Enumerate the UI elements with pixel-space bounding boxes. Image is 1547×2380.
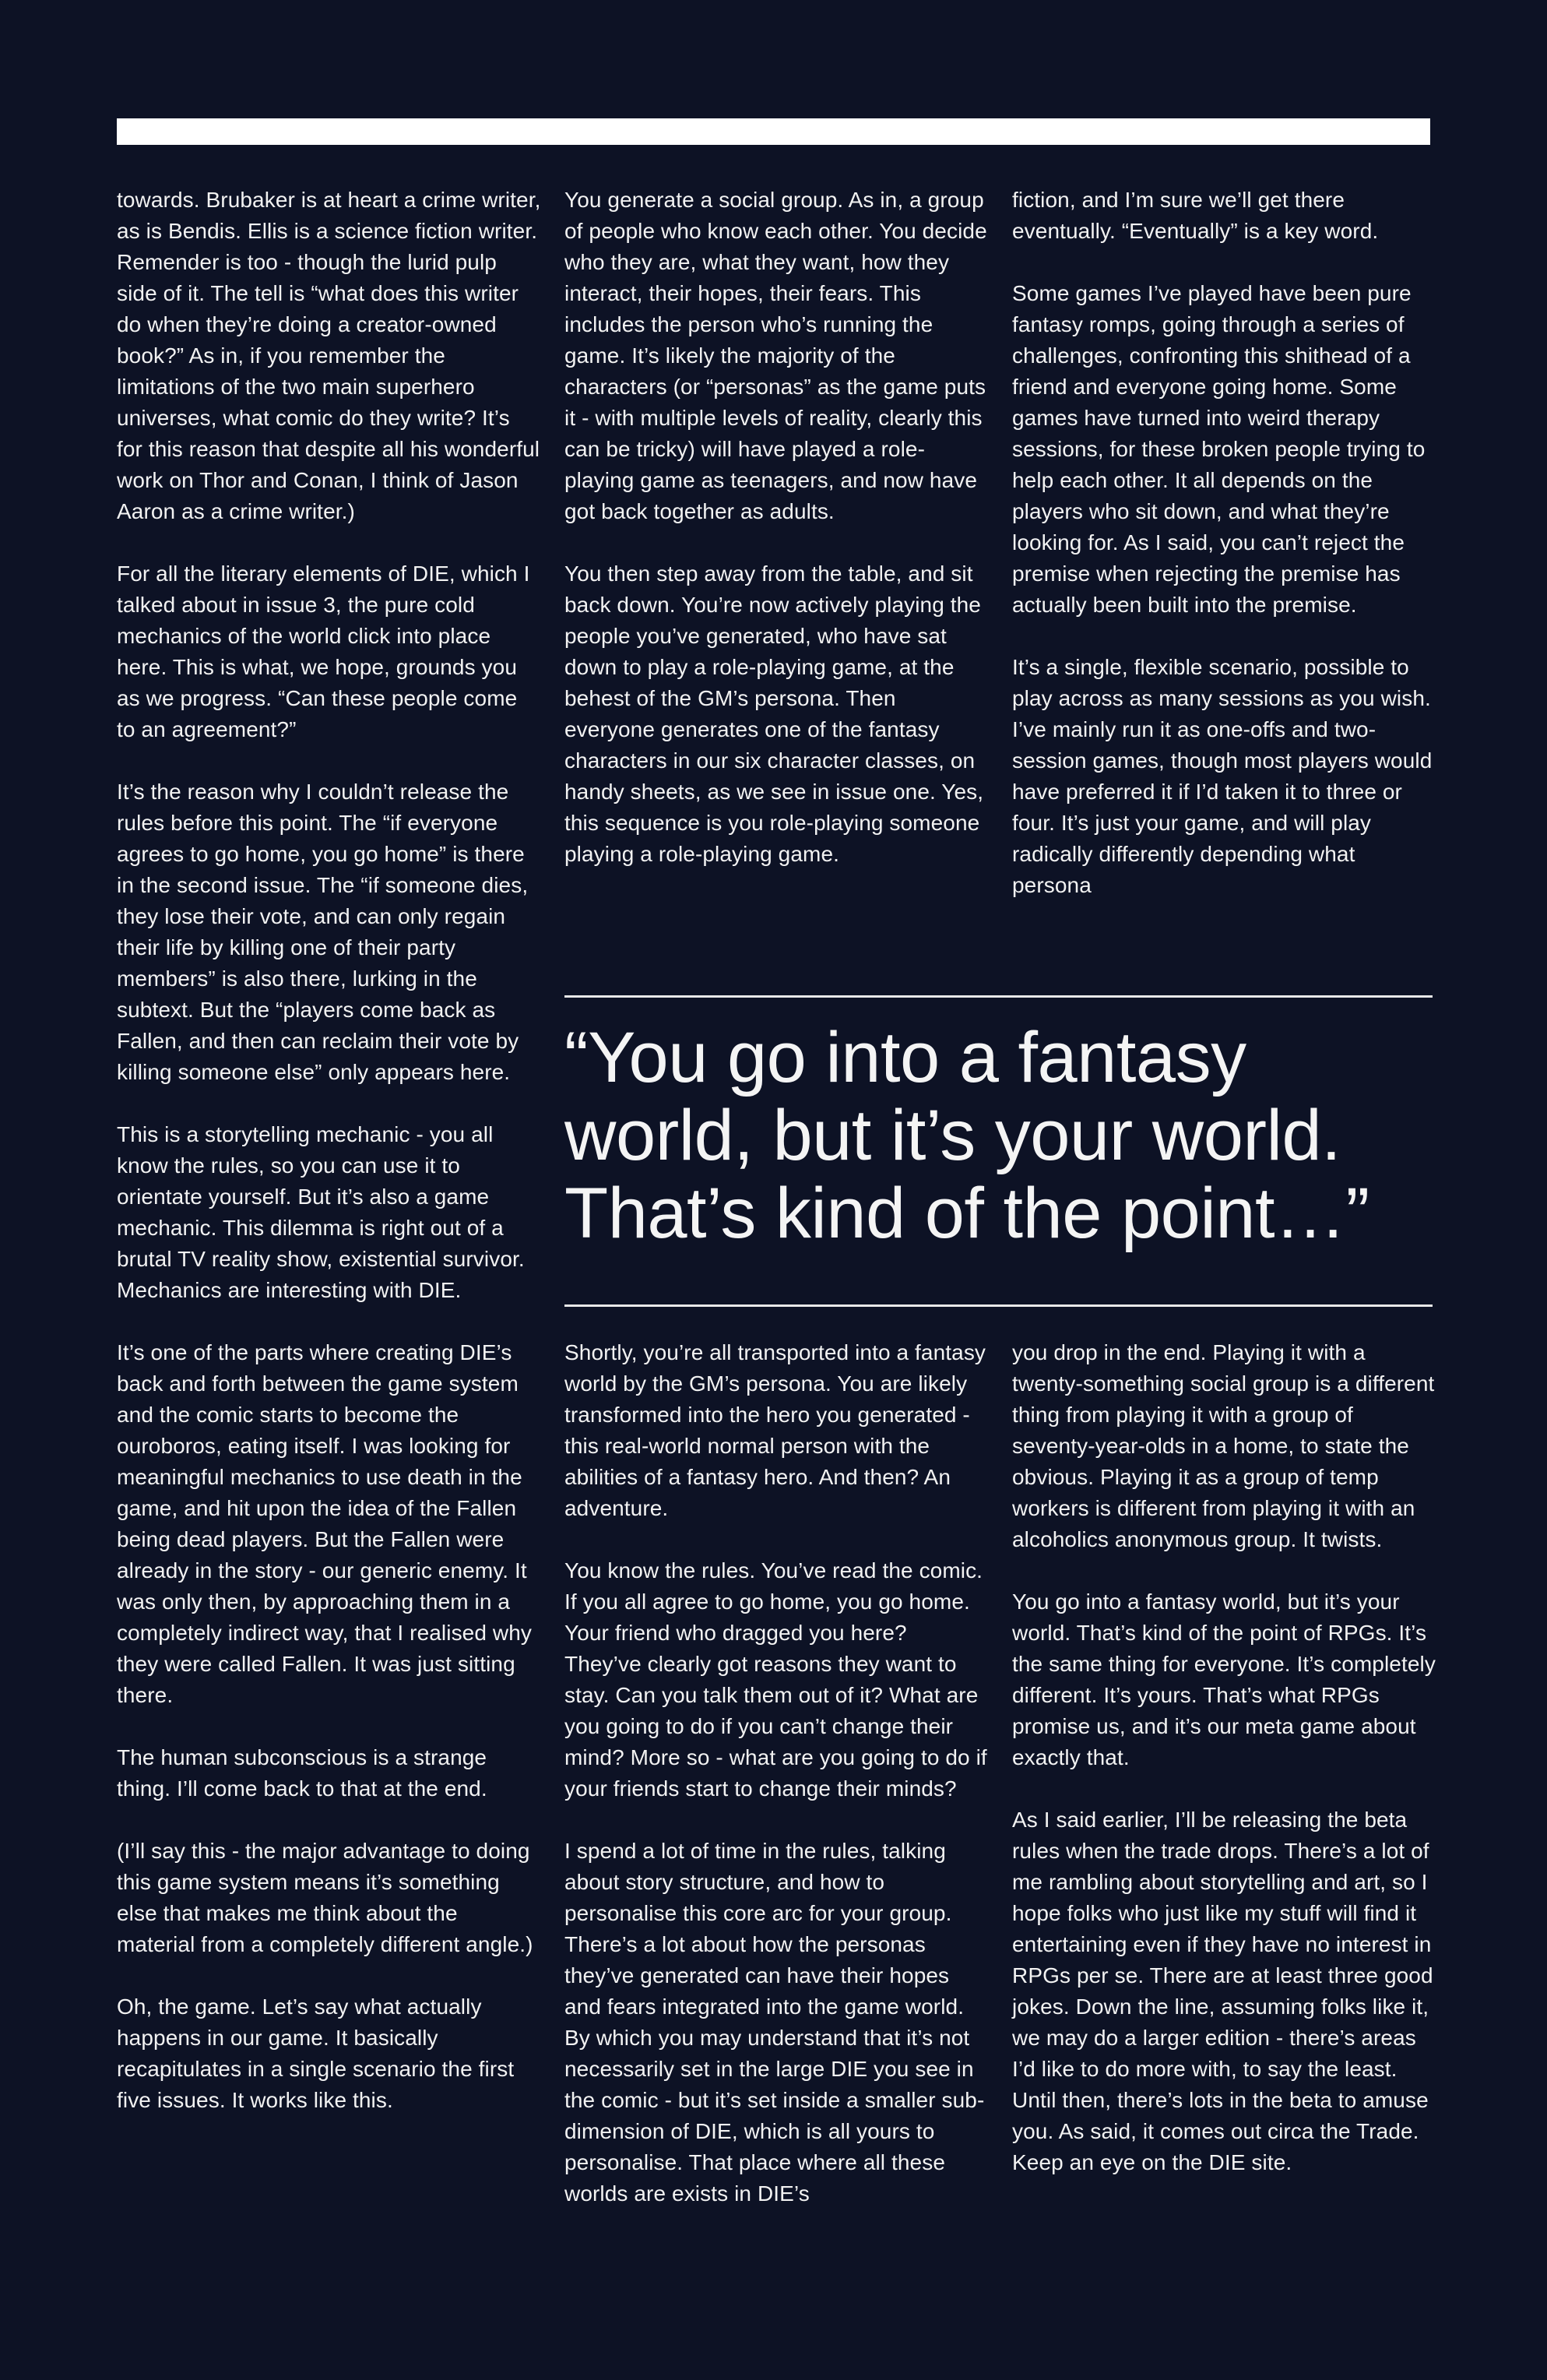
paragraph: Some games I’ve played have been pure fantasy romps, going through a series of challenges, confronting this shithead of a friend and everyone going home. Some games have turned into weird therapy sessions, for these broken people trying to help each other. It all depends on the players who sit down, and what they’re looking for. As I said, you can’t reject the premise when rejecting the premise has actually been built into the premise. <box>1012 281 1426 617</box>
paragraph: (I’ll say this - the major advantage to doing this game system means it’s something else that makes me think about the material from a completely different angle.) <box>117 1839 533 1956</box>
pull-quote-bottom-rule <box>564 1304 1433 1307</box>
paragraph: It’s a single, flexible scenario, possible to play across as many sessions as you wish. I’ve mainly run it as one-offs and two-session games, though most players would have preferred it if I’d taken it to three or four. It’s just your game, and will play radically differently depending what persona <box>1012 655 1433 897</box>
column-3-bottom <box>1012 1337 1436 2178</box>
paragraph: The human subconscious is a strange thing. I’ll come back to that at the end. <box>117 1745 487 1801</box>
pull-quote-top-rule <box>564 995 1433 998</box>
paragraph: you drop in the end. Playing it with a twenty-something social group is a different thing from playing it with a group of seventy-year-olds in a home, to state the obvious. Playing it as a group of temp workers is different from playing it with an alcoholics anonymous group. It twists. <box>1012 1340 1435 1551</box>
column-2-top <box>564 185 989 870</box>
paragraph: I spend a lot of time in the rules, talking about story structure, and how to personalise this core arc for your group. There’s a lot about how the personas they’ve generated can have their hopes and fears integrated into the game world. By which you may understand that it’s not necessarily set in the large DIE you see in the comic - but it’s set inside a smaller sub-dimension of DIE, which is all yours to personalise. That place where all these worlds are exists in DIE’s <box>564 1839 985 2206</box>
paragraph: towards. Brubaker is at heart a crime writer, as is Bendis. Ellis is a science fiction writer. Remender is too - though the lurid pulp side of it. The tell is “what does this writer do when they’re doing a creator-owned book?” As in, if you remember the limitations of the two main superhero universes, what comic do they write? It’s for this reason that despite all his wonderful work on Thor and Conan, I think of Jason Aaron as a crime writer.) <box>117 188 541 523</box>
column-2-bottom <box>564 1337 989 2209</box>
header-rule-bar <box>117 118 1430 145</box>
paragraph: This is a storytelling mechanic - you all know the rules, so you can use it to orientate yourself. But it’s also a game mechanic. This dilemma is right out of a brutal TV reality show, existential survivor. Mechanics are interesting with DIE. <box>117 1122 525 1302</box>
paragraph: fiction, and I’m sure we’ll get there eventually. “Eventually” is a key word. <box>1012 188 1379 243</box>
paragraph: You then step away from the table, and sit back down. You’re now actively playing the people you’ve generated, who have sat down to play a role-playing game, at the behest of the GM’s persona. Then everyone generates one of the fantasy characters in our six character classes, on handy sheets, as we see in issue one. Yes, this sequence is you role-playing someone playing a role-playing game. <box>564 562 984 866</box>
paragraph: You go into a fantasy world, but it’s your world. That’s kind of the point of RPGs. It’s the same thing for everyone. It’s completely different. It’s yours. That’s what RPGs promise us, and it’s our meta game about exactly that. <box>1012 1590 1436 1769</box>
column-3-top <box>1012 185 1436 901</box>
paragraph: For all the literary elements of DIE, which I talked about in issue 3, the pure cold mechanics of the world click into place here. This is what, we hope, grounds you as we progress. “Can these people come to an agreement?” <box>117 562 530 741</box>
paragraph: Shortly, you’re all transported into a fantasy world by the GM’s persona. You are likely transformed into the hero you generated - this real-world normal person with the abilities of a fantasy hero. And then? An adventure. <box>564 1340 986 1520</box>
paragraph: It’s one of the parts where creating DIE’s back and forth between the game system and the comic starts to become the ouroboros, eating itself. I was looking for meaningful mechanics to use death in the game, and hit upon the idea of the Fallen being dead players. But the Fallen were already in the story - our generic enemy. It was only then, by approaching them in a completely indirect way, that I realised why they were called Fallen. It was just sitting there. <box>117 1340 532 1707</box>
paragraph: You know the rules. You’ve read the comic. If you all agree to go home, you go home. Your friend who dragged you here? They’ve clearly got reasons they want to stay. Can you talk them out of it? What are you going to do if you can’t change their mind? More so - what are you going to do if your friends start to change their minds? <box>564 1558 987 1801</box>
column-1 <box>117 185 541 2116</box>
paragraph: It’s the reason why I couldn’t release the rules before this point. The “if everyone agrees to go home, you go home” is there in the second issue. The “if someone dies, they lose their vote, and can only regain their life by killing one of their party members” is also there, lurking in the subtext. But the “players come back as Fallen, and then can reclaim their vote by killing someone else” only appears here. <box>117 780 529 1084</box>
pull-quote: “You go into a fantasy world, but it’s your world. That’s kind of the point…” <box>564 1018 1369 1253</box>
paragraph: Oh, the game. Let’s say what actually happens in our game. It basically recapitulates in a single scenario the first five issues. It works like this. <box>117 1994 515 2112</box>
paragraph: You generate a social group. As in, a group of people who know each other. You decide who they are, what they want, how they interact, their hopes, their fears. This includes the person who’s running the game. It’s likely the majority of the characters (or “personas” as the game puts it - with multiple levels of reality, clearly this can be tricky) will have played a role-playing game as teenagers, and now have got back together as adults. <box>564 188 987 523</box>
paragraph: As I said earlier, I’ll be releasing the beta rules when the trade drops. There’s a lot of me rambling about storytelling and art, so I hope folks who just like my stuff will find it entertaining even if they have no interest in RPGs per se. There are at least three good jokes. Down the line, assuming folks like it, we may do a larger edition - there’s areas I’d like to do more with, to say the least. Until then, there’s lots in the beta to amuse you. As said, it comes out circa the Trade. Keep an eye on the DIE site. <box>1012 1808 1433 2174</box>
